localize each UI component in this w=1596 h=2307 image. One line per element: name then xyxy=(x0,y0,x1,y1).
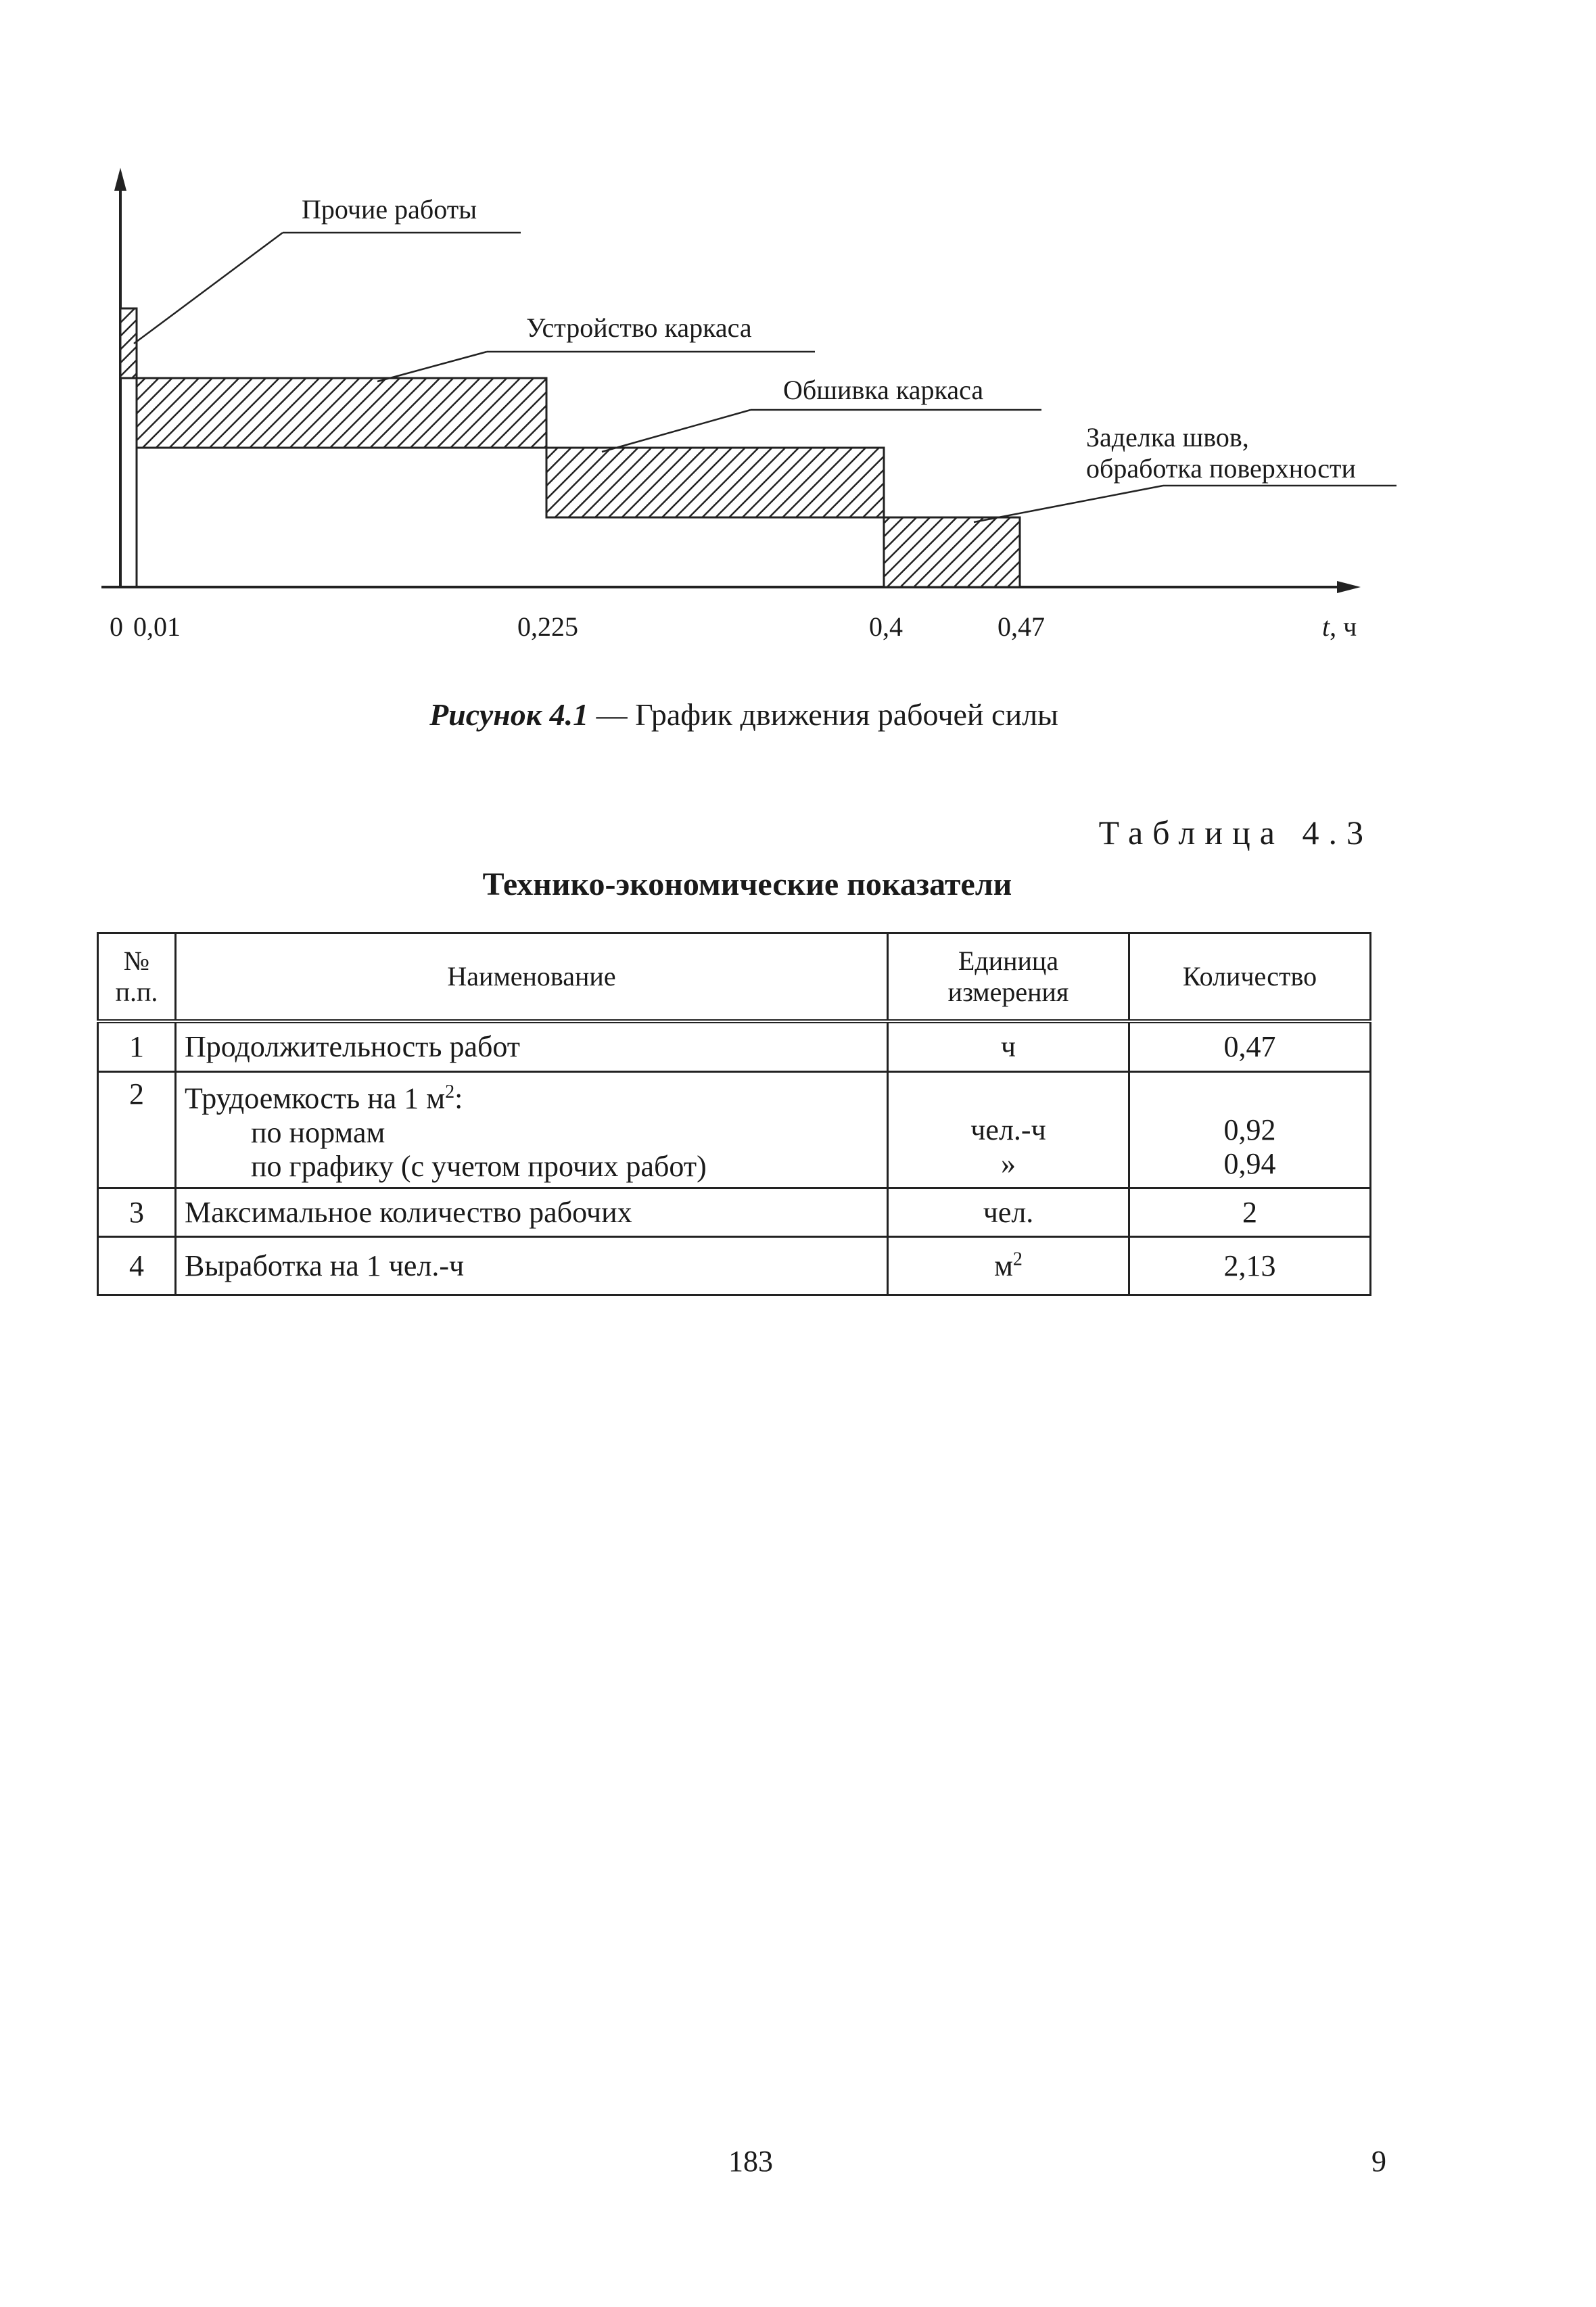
x-tick-label-2: 0,225 xyxy=(517,611,578,642)
x-tick-label-0: 0 xyxy=(110,611,123,642)
leader-cladding xyxy=(602,410,751,452)
workforce-chart xyxy=(0,0,1596,676)
table-label: Таблица 4.3 xyxy=(1098,814,1373,852)
row-2-qty2: 0,94 xyxy=(1223,1147,1276,1180)
annotation-other: Прочие работы xyxy=(302,194,477,225)
row-2-sub1: по нормам xyxy=(251,1115,385,1149)
annotation-seams-line1: Заделка швов, xyxy=(1086,422,1249,452)
figure-caption-text: — График движения рабочей силы xyxy=(588,697,1058,732)
row-4-qty: 2,13 xyxy=(1129,1236,1371,1295)
page-number: 183 xyxy=(728,2145,773,2178)
row-4-unit-base: м xyxy=(994,1249,1013,1282)
row-2-name xyxy=(176,1071,888,1188)
row-2-name-sup: 2 xyxy=(445,1081,455,1103)
annotation-cladding: Обшивка каркаса xyxy=(783,375,984,405)
x-tick-label-3: 0,4 xyxy=(869,611,903,642)
row-2-unit2: » xyxy=(1001,1147,1016,1180)
row-2-unit xyxy=(888,1071,1129,1188)
header-qty: Количество xyxy=(1129,933,1371,1022)
table-title: Технико-экономические показатели xyxy=(482,866,1012,902)
figure-caption xyxy=(0,697,1488,732)
row-2-qty xyxy=(1129,1071,1371,1188)
row-4-num: 4 xyxy=(98,1236,176,1295)
figure-caption-label: Рисунок 4.1 xyxy=(429,697,589,732)
row-1-name: Продолжительность работ xyxy=(176,1021,888,1071)
row-2-name-main: Трудоемкость на 1 м xyxy=(185,1081,446,1115)
leader-other xyxy=(134,233,283,344)
y-axis-arrow-icon xyxy=(114,168,126,191)
x-tick-label-4: 0,47 xyxy=(998,611,1045,642)
row-3-name: Максимальное количество рабочих xyxy=(176,1188,888,1236)
row-2-unit1: чел.-ч xyxy=(970,1113,1046,1146)
row-4-unit xyxy=(888,1236,1129,1295)
row-4-name: Выработка на 1 чел.-ч xyxy=(176,1236,888,1295)
row-1-num: 1 xyxy=(98,1021,176,1071)
row-3-unit: чел. xyxy=(888,1188,1129,1236)
leader-frame xyxy=(377,352,487,381)
x-axis-arrow-icon xyxy=(1337,581,1361,593)
header-name: Наименование xyxy=(176,933,888,1022)
row-3-num: 3 xyxy=(98,1188,176,1236)
kpi-table xyxy=(97,932,1371,1296)
row-2-sub2: по графику (с учетом прочих работ) xyxy=(251,1149,707,1183)
table-row xyxy=(98,1236,1371,1295)
table-header-row xyxy=(98,933,1371,1022)
row-1-qty: 0,47 xyxy=(1129,1021,1371,1071)
x-tick-label-1: 0,01 xyxy=(133,611,181,642)
row-3-qty: 2 xyxy=(1129,1188,1371,1236)
leader-seams xyxy=(974,486,1163,522)
row-4-unit-sup: 2 xyxy=(1012,1248,1023,1269)
bar-3 xyxy=(546,448,884,517)
row-1-unit: ч xyxy=(888,1021,1129,1071)
x-axis-label: t, ч xyxy=(1322,611,1357,642)
table-row xyxy=(98,1071,1371,1188)
bar-4 xyxy=(884,517,1020,587)
table-row xyxy=(98,1188,1371,1236)
bar-2 xyxy=(137,378,546,448)
header-num: № п.п. xyxy=(98,933,176,1022)
row-2-num: 2 xyxy=(98,1071,176,1188)
annotation-seams-line2: обработка поверхности xyxy=(1086,453,1356,484)
row-2-qty1: 0,92 xyxy=(1223,1113,1276,1146)
annotation-frame: Устройство каркаса xyxy=(526,312,752,343)
sheet-number: 9 xyxy=(1371,2145,1386,2178)
table-row xyxy=(98,1021,1371,1071)
row-2-name-suffix: : xyxy=(454,1081,463,1115)
header-unit: Единица измерения xyxy=(888,933,1129,1022)
